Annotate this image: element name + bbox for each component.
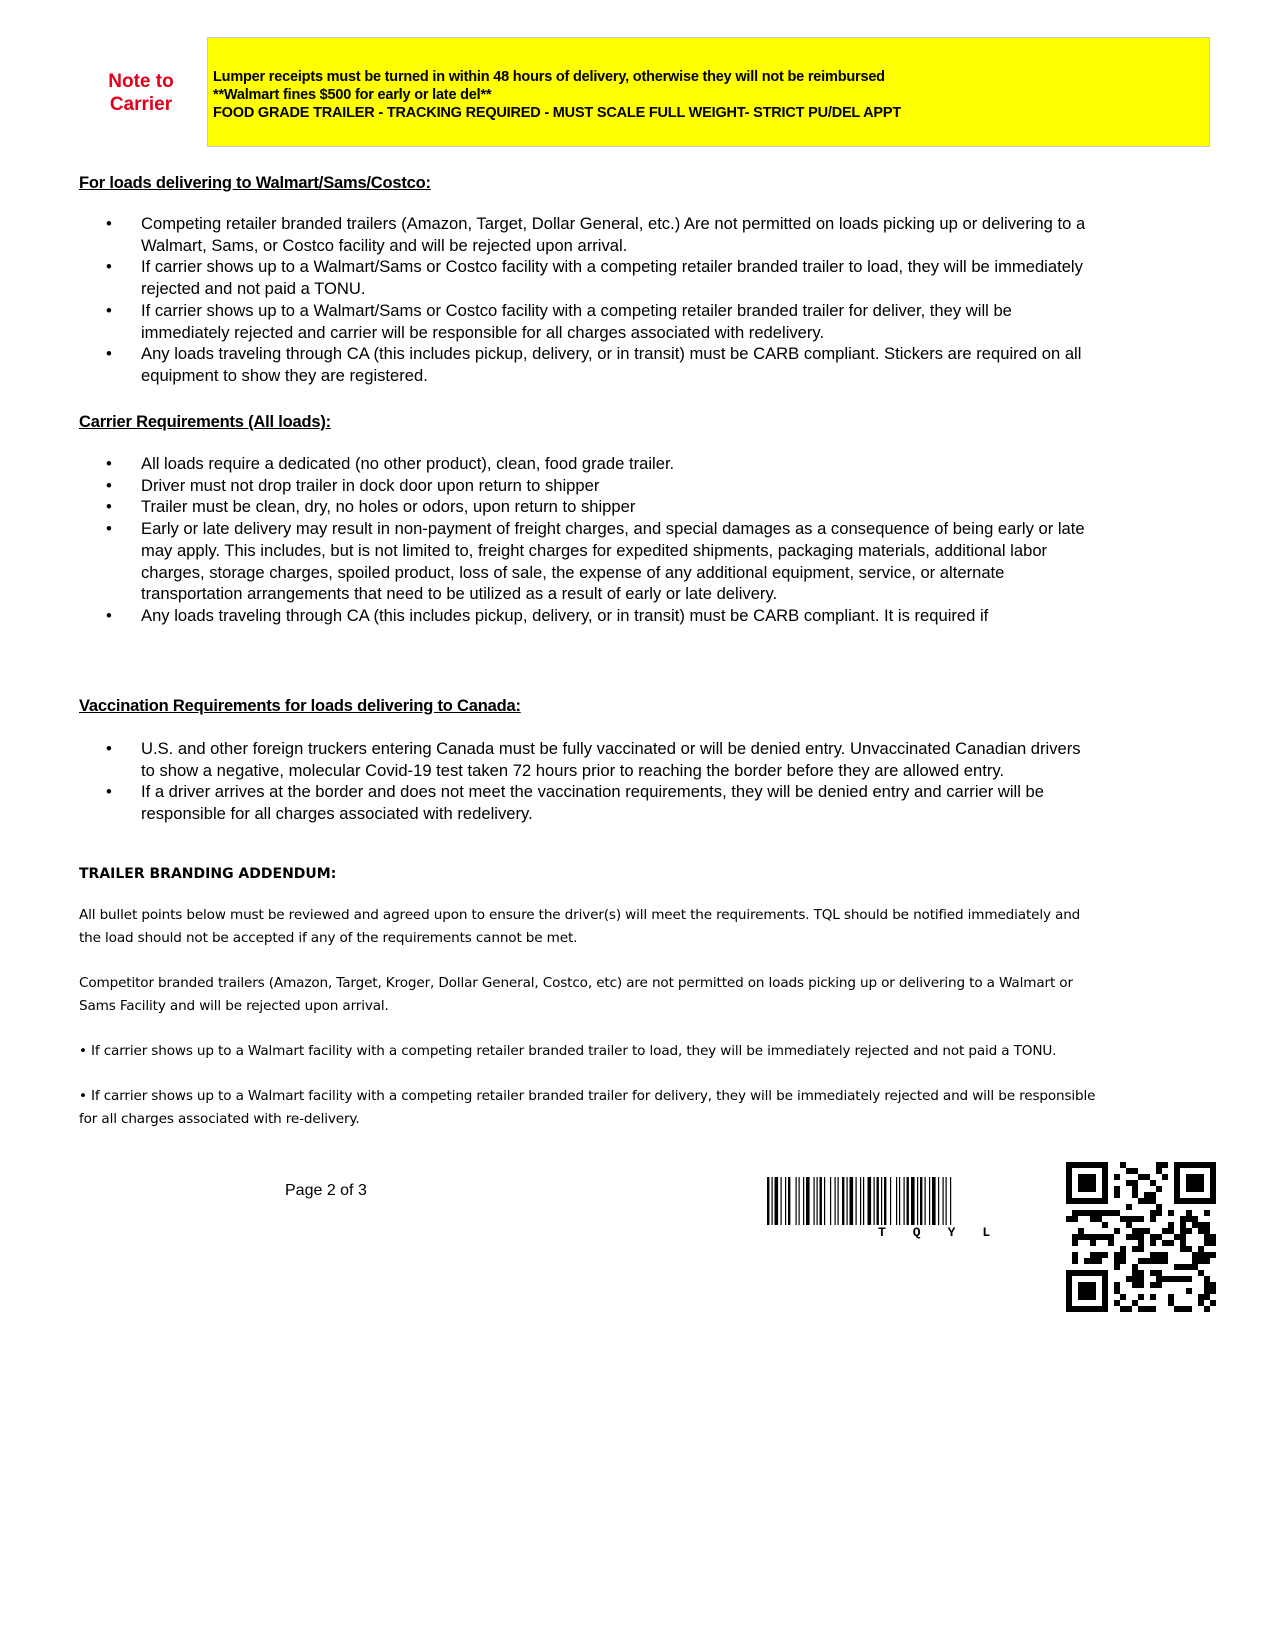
addendum-bullet-2: • If carrier shows up to a Walmart facility with a competing retailer branded trailer for delivery, they will be immediately rejected and will be responsible for all charges associated with re-delivery.: [79, 1088, 1096, 1127]
qr-module: [1204, 1240, 1210, 1246]
barcode-bar: [788, 1177, 790, 1225]
list-item: • Early or late delivery may result in non-payment of freight charges, and special damages as a consequence of being early or late may apply. This includes, but is not limited to, freight charges for expedited shipments, packaging materials, additional labor charges, storage charges, spoiled product, loss of sale, the expense of any additional equipment, service, or alternate transportation arrangements that need to be utilized as a result of early or late delivery.: [79, 518, 1099, 605]
barcode-bar: [824, 1177, 825, 1225]
qr-module: [1180, 1228, 1186, 1234]
qr-module: [1072, 1258, 1078, 1264]
qr-module: [1144, 1306, 1150, 1312]
barcode-bar: [950, 1177, 951, 1225]
qr-module: [1138, 1258, 1144, 1264]
qr-module: [1150, 1210, 1156, 1216]
qr-module: [1084, 1210, 1090, 1216]
barcode-bar: [890, 1177, 891, 1225]
walmart-bullet-list: [79, 213, 1099, 387]
qr-module: [1168, 1222, 1174, 1228]
qr-module: [1090, 1258, 1096, 1264]
barcode-bar: [868, 1177, 872, 1225]
barcode-bar: [847, 1177, 848, 1225]
qr-module: [1150, 1192, 1156, 1198]
qr-module: [1114, 1288, 1120, 1294]
barcode-bar: [842, 1177, 844, 1225]
qr-module: [1120, 1294, 1126, 1300]
qr-module: [1114, 1192, 1120, 1198]
qr-module: [1102, 1222, 1108, 1228]
qr-module: [1180, 1240, 1186, 1246]
barcode-bar: [838, 1177, 839, 1225]
barcode-bar: [775, 1177, 779, 1225]
barcode-bar: [907, 1177, 909, 1225]
barcode-bar: [785, 1177, 786, 1225]
qr-module: [1072, 1240, 1078, 1246]
list-item: • U.S. and other foreign truckers entering Canada must be fully vaccinated or will be denied entry. Unvaccinated Canadian drivers to show a negative, molecular Covid-19 test taken 72 hours prior to reaching the border before they are allowed entry.: [79, 738, 1099, 781]
qr-module: [1138, 1240, 1144, 1246]
qr-module: [1174, 1234, 1180, 1240]
barcode-bar: [781, 1177, 782, 1225]
qr-module: [1078, 1234, 1084, 1240]
qr-module: [1126, 1168, 1132, 1174]
qr-module: [1198, 1252, 1204, 1258]
qr-module: [1144, 1198, 1150, 1204]
qr-module: [1078, 1210, 1084, 1216]
canada-bullet-list: [79, 738, 1099, 825]
qr-module: [1072, 1216, 1078, 1222]
qr-module: [1156, 1252, 1162, 1258]
qr-module: [1084, 1258, 1090, 1264]
carrier-bullet-list: [79, 453, 1099, 627]
qr-module: [1174, 1276, 1180, 1282]
list-item: • Any loads traveling through CA (this includes pickup, delivery, or in transit) must be CARB compliant. It is required if: [79, 605, 1099, 627]
qr-module: [1204, 1228, 1210, 1234]
qr-module: [1138, 1306, 1144, 1312]
barcode-text: TQYL: [878, 1225, 1018, 1240]
qr-module: [1114, 1282, 1120, 1288]
qr-module: [1210, 1282, 1216, 1288]
qr-module: [1150, 1282, 1156, 1288]
barcode-bar: [877, 1177, 879, 1225]
barcode-bar: [817, 1177, 818, 1225]
qr-module: [1144, 1192, 1150, 1198]
qr-module: [1096, 1210, 1102, 1216]
qr-module: [1114, 1186, 1120, 1192]
qr-module: [1072, 1252, 1078, 1258]
qr-module: [1186, 1264, 1192, 1270]
barcode-bar: [946, 1177, 947, 1225]
qr-module: [1168, 1210, 1174, 1216]
qr-module: [1138, 1198, 1144, 1204]
qr-module: [1186, 1306, 1192, 1312]
qr-module: [1072, 1210, 1078, 1216]
qr-module: [1180, 1222, 1186, 1228]
barcode-bar: [932, 1177, 936, 1225]
qr-code: [1066, 1162, 1216, 1312]
barcode-bar: [884, 1177, 886, 1225]
note-line: **Walmart fines $500 for early or late del**: [213, 87, 492, 103]
qr-module: [1132, 1270, 1138, 1276]
qr-module: [1186, 1246, 1192, 1252]
qr-module: [1090, 1252, 1096, 1258]
qr-module: [1162, 1162, 1168, 1168]
qr-module: [1132, 1180, 1138, 1186]
qr-module: [1204, 1294, 1210, 1300]
qr-module: [1132, 1300, 1138, 1306]
list-item: • Competing retailer branded trailers (Amazon, Target, Dollar General, etc.) Are not permitted on loads picking up or delivering to a Walmart, Sams, or Costco facility and will be rejected upon arrival.: [79, 213, 1099, 256]
qr-module: [1162, 1258, 1168, 1264]
qr-module: [1180, 1306, 1186, 1312]
qr-module: [1150, 1258, 1156, 1264]
qr-module: [1210, 1288, 1216, 1294]
qr-module: [1126, 1276, 1132, 1282]
qr-module: [1192, 1222, 1198, 1228]
barcode-bar: [835, 1177, 836, 1225]
addendum-intro: All bullet points below must be reviewed and agreed upon to ensure the driver(s) will meet the requirements. TQL should be notified immediately and the load should not be accepted if any of the requirements cannot be met.: [79, 907, 1081, 946]
qr-module: [1156, 1234, 1162, 1240]
qr-module: [1156, 1210, 1162, 1216]
qr-module: [1132, 1276, 1138, 1282]
qr-module: [1144, 1228, 1150, 1234]
qr-finder: [1186, 1174, 1204, 1192]
qr-finder: [1078, 1174, 1096, 1192]
qr-module: [1138, 1234, 1144, 1240]
qr-module: [1096, 1258, 1102, 1264]
barcode: [767, 1177, 1057, 1225]
qr-module: [1180, 1276, 1186, 1282]
qr-module: [1096, 1216, 1102, 1222]
note-label-line2: Carrier: [109, 94, 173, 115]
barcode-bar: [803, 1177, 804, 1225]
qr-module: [1156, 1276, 1162, 1282]
qr-module: [1126, 1216, 1132, 1222]
barcode-bar: [904, 1177, 905, 1225]
qr-module: [1192, 1252, 1198, 1258]
qr-module: [1120, 1216, 1126, 1222]
addendum-heading: TRAILER BRANDING ADDENDUM:: [79, 866, 337, 882]
qr-finder: [1078, 1282, 1096, 1300]
addendum-bullet-1: • If carrier shows up to a Walmart facility with a competing retailer branded trailer to load, they will be immediately rejected and not paid a TONU.: [79, 1043, 1057, 1059]
qr-module: [1162, 1174, 1168, 1180]
qr-module: [1204, 1210, 1210, 1216]
qr-module: [1204, 1222, 1210, 1228]
list-item: • Driver must not drop trailer in dock door upon return to shipper: [79, 475, 1099, 497]
note-to-carrier-label: [96, 70, 186, 116]
qr-module: [1162, 1252, 1168, 1258]
qr-module: [1102, 1252, 1108, 1258]
qr-module: [1210, 1300, 1216, 1306]
qr-module: [1150, 1306, 1156, 1312]
qr-module: [1210, 1234, 1216, 1240]
note-label-line1: Note to: [108, 71, 174, 92]
qr-module: [1126, 1204, 1132, 1210]
barcode-bar: [767, 1177, 769, 1225]
qr-module: [1180, 1264, 1186, 1270]
page-number: Page 2 of 3: [285, 1182, 367, 1199]
qr-module: [1150, 1270, 1156, 1276]
barcode-bar: [896, 1177, 897, 1225]
qr-module: [1114, 1300, 1120, 1306]
qr-module: [1120, 1252, 1126, 1258]
qr-module: [1204, 1306, 1210, 1312]
qr-module: [1126, 1234, 1132, 1240]
qr-module: [1150, 1234, 1156, 1240]
qr-module: [1102, 1210, 1108, 1216]
qr-module: [1204, 1276, 1210, 1282]
barcode-bar: [863, 1177, 864, 1225]
qr-module: [1114, 1252, 1120, 1258]
qr-module: [1138, 1228, 1144, 1234]
qr-module: [1168, 1300, 1174, 1306]
qr-module: [1090, 1210, 1096, 1216]
qr-module: [1096, 1234, 1102, 1240]
qr-module: [1204, 1288, 1210, 1294]
qr-module: [1168, 1240, 1174, 1246]
list-item: • Any loads traveling through CA (this includes pickup, delivery, or in transit) must be CARB compliant. Stickers are required on all equipment to show they are registered.: [79, 343, 1099, 386]
qr-module: [1192, 1264, 1198, 1270]
qr-module: [1120, 1246, 1126, 1252]
qr-module: [1180, 1216, 1186, 1222]
qr-module: [1156, 1258, 1162, 1264]
qr-module: [1120, 1258, 1126, 1264]
qr-module: [1090, 1240, 1096, 1246]
qr-module: [1138, 1270, 1144, 1276]
barcode-bar: [814, 1177, 815, 1225]
barcode-bar: [920, 1177, 922, 1225]
qr-module: [1186, 1216, 1192, 1222]
barcode-bar: [856, 1177, 857, 1225]
qr-module: [1180, 1246, 1186, 1252]
qr-module: [1132, 1168, 1138, 1174]
barcode-bar: [850, 1177, 854, 1225]
barcode-bar: [874, 1177, 875, 1225]
qr-module: [1150, 1216, 1156, 1222]
barcode-bar: [772, 1177, 773, 1225]
qr-module: [1210, 1252, 1216, 1258]
qr-module: [1168, 1276, 1174, 1282]
qr-module: [1090, 1234, 1096, 1240]
barcode-bar: [899, 1177, 900, 1225]
barcode-bar: [796, 1177, 797, 1225]
qr-module: [1126, 1180, 1132, 1186]
qr-module: [1180, 1234, 1186, 1240]
qr-module: [1156, 1204, 1162, 1210]
qr-module: [1150, 1252, 1156, 1258]
qr-module: [1144, 1258, 1150, 1264]
qr-module: [1186, 1228, 1192, 1234]
qr-module: [1174, 1306, 1180, 1312]
qr-module: [1198, 1222, 1204, 1228]
qr-module: [1186, 1288, 1192, 1294]
qr-module: [1096, 1252, 1102, 1258]
qr-module: [1114, 1210, 1120, 1216]
barcode-bar: [938, 1177, 939, 1225]
qr-module: [1132, 1282, 1138, 1288]
qr-module: [1138, 1294, 1144, 1300]
qr-module: [1144, 1174, 1150, 1180]
list-item: • All loads require a dedicated (no other product), clean, food grade trailer.: [79, 453, 1099, 475]
qr-module: [1168, 1294, 1174, 1300]
note-line: Lumper receipts must be turned in within 48 hours of delivery, otherwise they will not be reimbursed: [213, 69, 885, 85]
qr-module: [1132, 1216, 1138, 1222]
qr-module: [1108, 1210, 1114, 1216]
qr-module: [1156, 1186, 1162, 1192]
qr-module: [1156, 1282, 1162, 1288]
barcode-bar: [830, 1177, 831, 1225]
barcode-bar: [925, 1177, 926, 1225]
qr-module: [1084, 1234, 1090, 1240]
qr-module: [1156, 1162, 1162, 1168]
note-line: FOOD GRADE TRAILER - TRACKING REQUIRED - MUST SCALE FULL WEIGHT- STRICT PU/DEL APPT: [213, 105, 901, 121]
qr-module: [1210, 1240, 1216, 1246]
barcode-bar: [943, 1177, 944, 1225]
qr-module: [1114, 1228, 1120, 1234]
qr-module: [1162, 1276, 1168, 1282]
note-box: [207, 37, 1210, 147]
qr-module: [1204, 1258, 1210, 1264]
barcode-bar: [799, 1177, 800, 1225]
qr-module: [1174, 1264, 1180, 1270]
qr-module: [1186, 1210, 1192, 1216]
qr-module: [1126, 1222, 1132, 1228]
qr-module: [1120, 1306, 1126, 1312]
qr-module: [1150, 1180, 1156, 1186]
qr-module: [1132, 1234, 1138, 1240]
qr-module: [1108, 1240, 1114, 1246]
qr-module: [1114, 1264, 1120, 1270]
qr-module: [1156, 1168, 1162, 1174]
qr-module: [1132, 1192, 1138, 1198]
qr-module: [1066, 1216, 1072, 1222]
qr-module: [1120, 1162, 1126, 1168]
qr-module: [1108, 1234, 1114, 1240]
qr-module: [1192, 1258, 1198, 1264]
qr-module: [1186, 1276, 1192, 1282]
qr-module: [1090, 1216, 1096, 1222]
carrier-section-heading: Carrier Requirements (All loads):: [79, 413, 331, 431]
qr-module: [1078, 1228, 1084, 1234]
qr-module: [1198, 1294, 1204, 1300]
barcode-bar: [881, 1177, 882, 1225]
qr-module: [1102, 1234, 1108, 1240]
qr-module: [1198, 1270, 1204, 1276]
qr-module: [1072, 1234, 1078, 1240]
qr-module: [1132, 1246, 1138, 1252]
qr-module: [1204, 1234, 1210, 1240]
addendum-competitor: Competitor branded trailers (Amazon, Target, Kroger, Dollar General, Costco, etc) are not permitted on loads picking up or delivering to a Walmart or Sams Facility and will be rejected upon arrival.: [79, 975, 1073, 1014]
barcode-bar: [911, 1177, 915, 1225]
list-item: • Trailer must be clean, dry, no holes or odors, upon return to shipper: [79, 496, 1099, 518]
canada-section-heading: Vaccination Requirements for loads delivering to Canada:: [79, 697, 521, 715]
barcode-bar: [929, 1177, 930, 1225]
qr-module: [1132, 1264, 1138, 1270]
list-item: • If a driver arrives at the border and does not meet the vaccination requirements, they will be denied entry and carrier will be responsible for all charges associated with redelivery.: [79, 781, 1099, 824]
qr-module: [1156, 1270, 1162, 1276]
qr-module: [1198, 1246, 1204, 1252]
qr-module: [1150, 1198, 1156, 1204]
qr-module: [1138, 1174, 1144, 1180]
qr-module: [1198, 1228, 1204, 1234]
qr-module: [1114, 1258, 1120, 1264]
qr-module: [1150, 1240, 1156, 1246]
barcode-bar: [806, 1177, 810, 1225]
qr-module: [1126, 1306, 1132, 1312]
qr-module: [1150, 1294, 1156, 1300]
walmart-section-heading: For loads delivering to Walmart/Sams/Costco:: [79, 174, 431, 192]
barcode-bar: [917, 1177, 918, 1225]
qr-module: [1138, 1282, 1144, 1288]
qr-module: [1138, 1276, 1144, 1282]
list-item: • If carrier shows up to a Walmart/Sams or Costco facility with a competing retailer branded trailer for deliver, they will be immediately rejected and carrier will be responsible for all charges associated with redelivery.: [79, 300, 1099, 343]
qr-module: [1204, 1282, 1210, 1288]
barcode-bar: [820, 1177, 822, 1225]
barcode-bar: [860, 1177, 861, 1225]
qr-module: [1198, 1300, 1204, 1306]
qr-module: [1132, 1228, 1138, 1234]
qr-module: [1162, 1228, 1168, 1234]
qr-module: [1168, 1228, 1174, 1234]
qr-module: [1204, 1252, 1210, 1258]
list-item: • If carrier shows up to a Walmart/Sams or Costco facility with a competing retailer branded trailer to load, they will be immediately rejected and not paid a TONU.: [79, 256, 1099, 299]
qr-module: [1198, 1258, 1204, 1264]
qr-module: [1138, 1216, 1144, 1222]
qr-module: [1162, 1240, 1168, 1246]
qr-module: [1114, 1174, 1120, 1180]
qr-module: [1192, 1216, 1198, 1222]
qr-module: [1138, 1246, 1144, 1252]
qr-module: [1132, 1186, 1138, 1192]
